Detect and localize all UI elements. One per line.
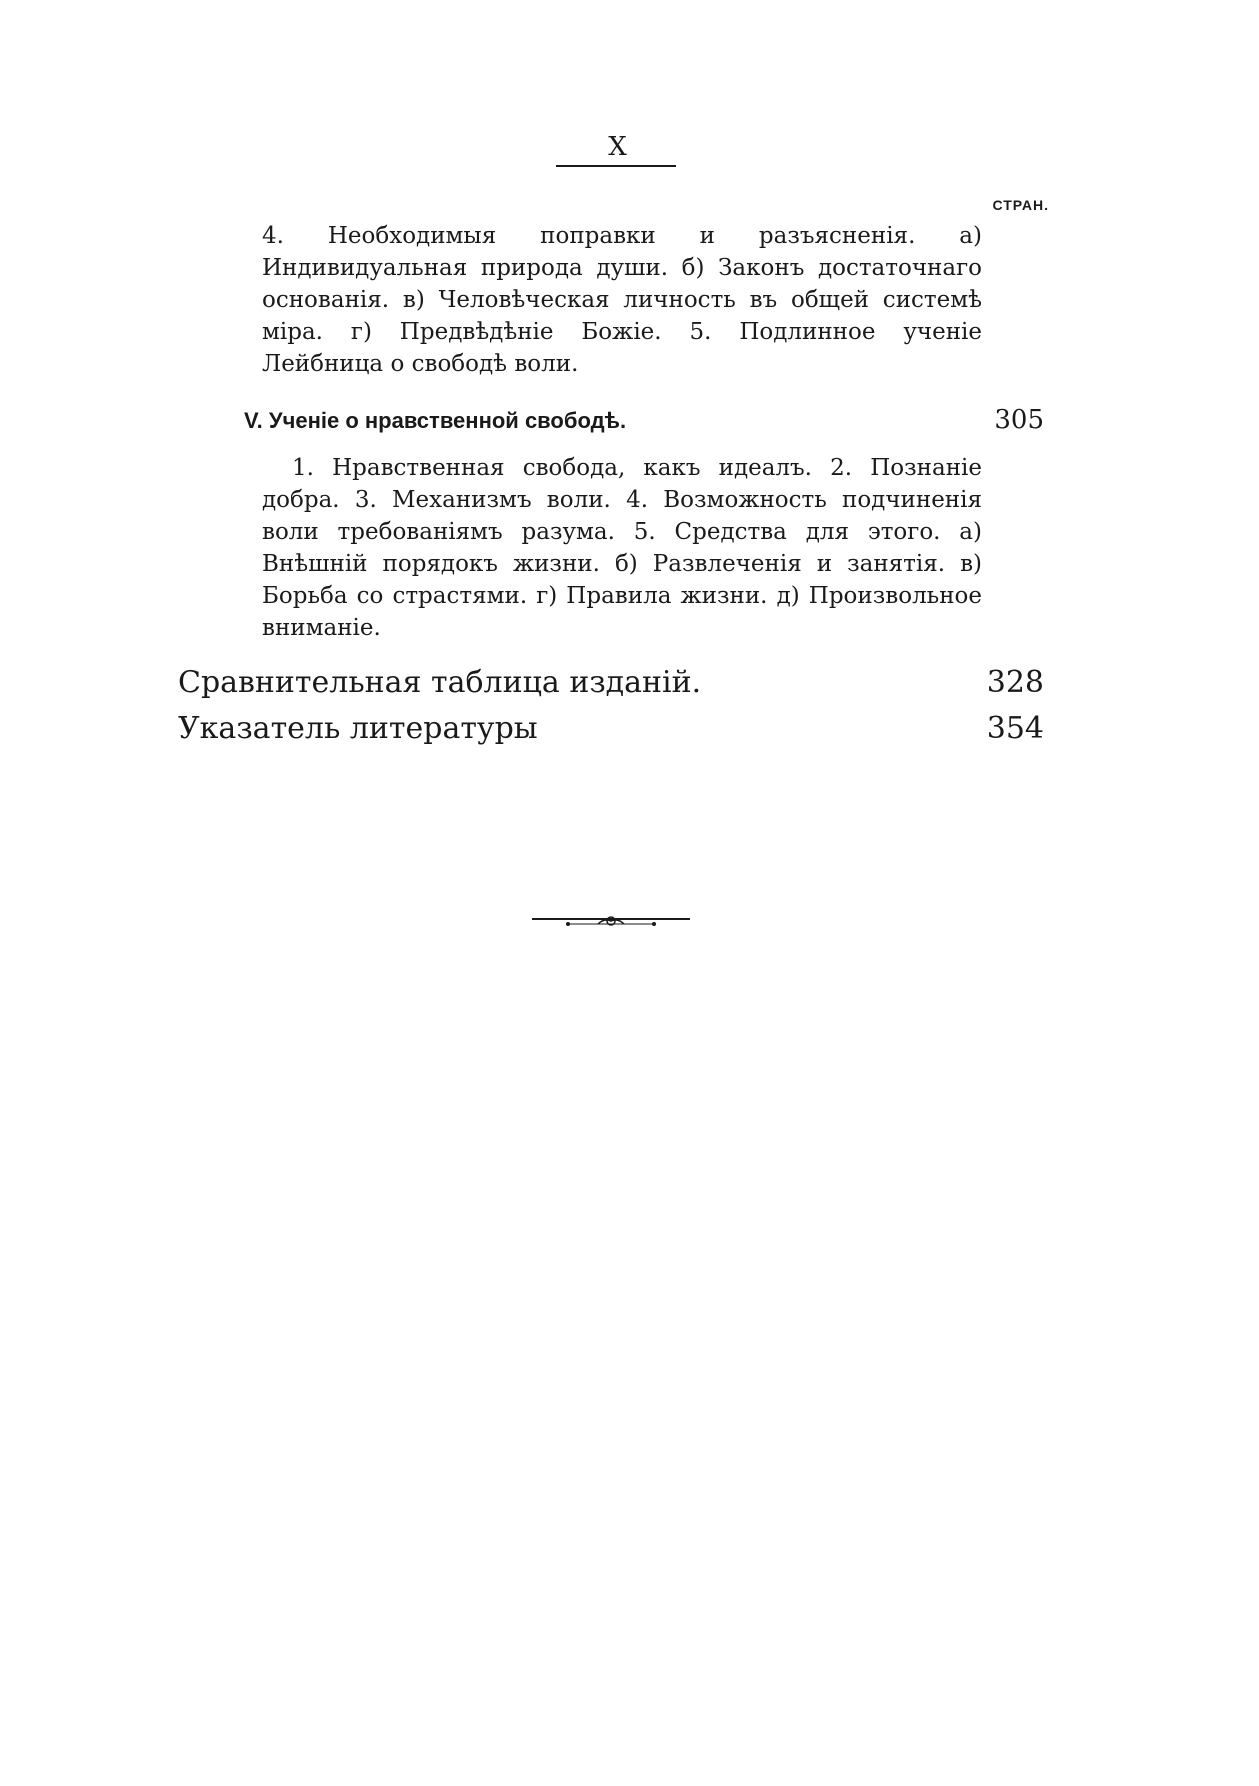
end-ornament-icon bbox=[532, 913, 690, 929]
page-number-underline bbox=[556, 165, 676, 167]
toc-entry-page: 328 bbox=[986, 665, 1044, 700]
toc-entry-title: Сравнительная таблица изданій. bbox=[178, 665, 702, 700]
section-5-title: V. Ученіе о нравственной свободѣ. bbox=[244, 408, 627, 433]
toc-entry-literature-index bbox=[178, 709, 1044, 749]
toc-entry-comparative-table bbox=[178, 663, 1044, 703]
page-number: X bbox=[608, 132, 627, 162]
section-5-text: 1. Нравственная свобода, какъ идеалъ. 2. Познаніе добра. 3. Механизмъ воли. 4. Возможность подчиненія воли требованіямъ разума. 5. Средства для этого. а) Внѣшній порядокъ жизни. б) Развлеченія и занятія. в) Борьба со страстями. г) Правила жизни. д) Произвольное вниманіе. bbox=[262, 455, 982, 641]
section-5-heading bbox=[244, 405, 1044, 436]
subsection-4-text: 4. Необходимыя поправки и разъясненія. а) Индивидуальная природа души. б) Законъ достаточнаго основанія. в) Человѣческая личность въ общей системѣ міра. г) Предвѣдѣніе Божіе. 5. Подлинное ученіе Лейбница о свободѣ воли. bbox=[262, 223, 982, 377]
toc-entry-title: Указатель литературы bbox=[178, 711, 538, 746]
page-column-label: СТРАН. bbox=[992, 197, 1049, 213]
section-5-page: 305 bbox=[994, 405, 1044, 435]
toc-entry-page: 354 bbox=[986, 711, 1044, 746]
